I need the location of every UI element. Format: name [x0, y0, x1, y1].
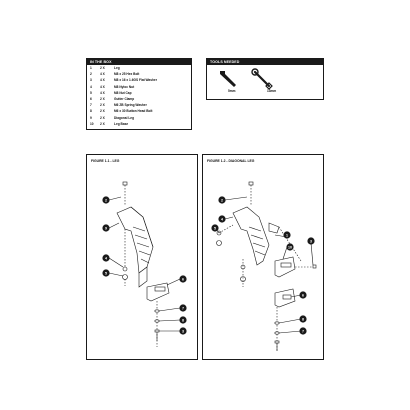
part-number: 2	[90, 72, 92, 77]
part-number: 6	[90, 97, 92, 101]
callout-badge	[286, 243, 293, 250]
in-the-box-list	[87, 66, 191, 130]
part-number: 8	[90, 109, 92, 114]
part-quantity: 4 X	[100, 84, 105, 89]
callout-number: 3	[310, 239, 312, 244]
in-the-box-row	[87, 109, 191, 114]
in-the-box-header: IN THE BOX	[87, 59, 191, 65]
in-the-box-panel	[86, 58, 192, 130]
callout-number: 8	[302, 317, 304, 322]
part-description: M8 Nyloc Nut	[114, 84, 135, 89]
in-the-box-row	[87, 78, 191, 83]
part-description: Leg	[114, 66, 120, 70]
callout-badge	[218, 215, 225, 222]
part-description: M6 ZB Spring Washer	[114, 103, 147, 108]
callout-number: 10	[288, 245, 292, 250]
callout-number: 5	[105, 271, 107, 276]
part-description: M8 x 16 x 1.6GS Flat Washer	[114, 78, 157, 83]
in-the-box-row	[87, 85, 191, 90]
callout-number: 6	[182, 277, 184, 282]
callout-badge	[299, 291, 306, 298]
allen-key-icon	[217, 68, 239, 90]
in-the-box-row	[87, 97, 191, 102]
part-description: M8 x 25 Hex Bolt	[114, 72, 140, 77]
in-the-box-row	[87, 66, 191, 71]
callout-number: 4	[221, 217, 223, 222]
callout-number: 3	[182, 329, 184, 334]
callout-badge	[179, 327, 186, 334]
figure-1-2-title: FIGURE 1.2 - DIAGONAL LEG	[207, 159, 255, 163]
part-quantity: 2 X	[100, 121, 105, 126]
callout-badge	[299, 327, 306, 334]
callout-badge	[102, 254, 109, 261]
callout-number: 5	[214, 226, 216, 231]
figure-1-2-diagram	[203, 155, 325, 361]
tool-label-13mm: 13mm	[267, 89, 277, 93]
in-the-box-row	[87, 116, 191, 121]
part-description: M6 x 30 Button Head Bolt	[114, 109, 153, 114]
callout-badge	[179, 316, 186, 323]
part-quantity: 4 X	[100, 78, 105, 83]
tools-needed-header: TOOLS NEEDED	[207, 59, 323, 65]
callout-number: 4	[105, 256, 107, 261]
callout-badge	[179, 304, 186, 311]
callout-number: 9	[105, 226, 107, 231]
part-quantity: 2 X	[100, 66, 105, 70]
figure-1-2-panel	[202, 154, 324, 360]
part-number: 1	[90, 66, 92, 70]
in-the-box-row	[87, 122, 191, 127]
part-quantity: 4 X	[100, 90, 105, 95]
part-description: M8 Nut Cap	[114, 90, 132, 95]
callout-badge	[102, 224, 109, 231]
callout-badge	[283, 231, 290, 238]
callout-number: 1	[286, 233, 288, 238]
callout-badge	[307, 237, 314, 244]
part-number: 10	[90, 121, 94, 126]
part-quantity: 2 X	[100, 115, 105, 120]
part-description: Leg Base	[114, 121, 129, 126]
callout-number: 8	[182, 318, 184, 323]
figure-1-1-diagram	[87, 155, 199, 361]
callout-number: 7	[182, 306, 184, 311]
tool-label-5mm: 5mm	[228, 89, 236, 93]
callout-number: 7	[302, 329, 304, 334]
part-number: 5	[90, 90, 92, 95]
callout-badge	[299, 315, 306, 322]
part-quantity: 2 X	[100, 97, 105, 101]
figure-1-1-title: FIGURE 1.1 - LEG	[91, 159, 120, 163]
part-number: 9	[90, 115, 92, 120]
callout-badge	[102, 196, 109, 203]
callout-badge	[218, 196, 225, 203]
callout-badge	[102, 269, 109, 276]
part-quantity: 2 X	[100, 109, 105, 114]
part-quantity: 4 X	[100, 72, 105, 77]
in-the-box-row	[87, 103, 191, 108]
tools-needed-panel	[206, 58, 324, 100]
callout-number: 2	[221, 198, 223, 203]
part-quantity: 2 X	[100, 103, 105, 108]
figure-1-1-panel	[86, 154, 198, 360]
callout-number: 2	[105, 198, 107, 203]
in-the-box-row	[87, 91, 191, 96]
in-the-box-row	[87, 72, 191, 77]
part-description: Gutter Clamp	[114, 97, 135, 101]
callout-badge	[179, 275, 186, 282]
part-number: 4	[90, 84, 92, 89]
part-number: 3	[90, 78, 92, 83]
part-number: 7	[90, 103, 92, 108]
callout-number: 6	[302, 293, 304, 298]
callout-badge	[211, 224, 218, 231]
spanner-icon	[251, 68, 273, 90]
part-description: Diagonal Leg	[114, 115, 135, 120]
